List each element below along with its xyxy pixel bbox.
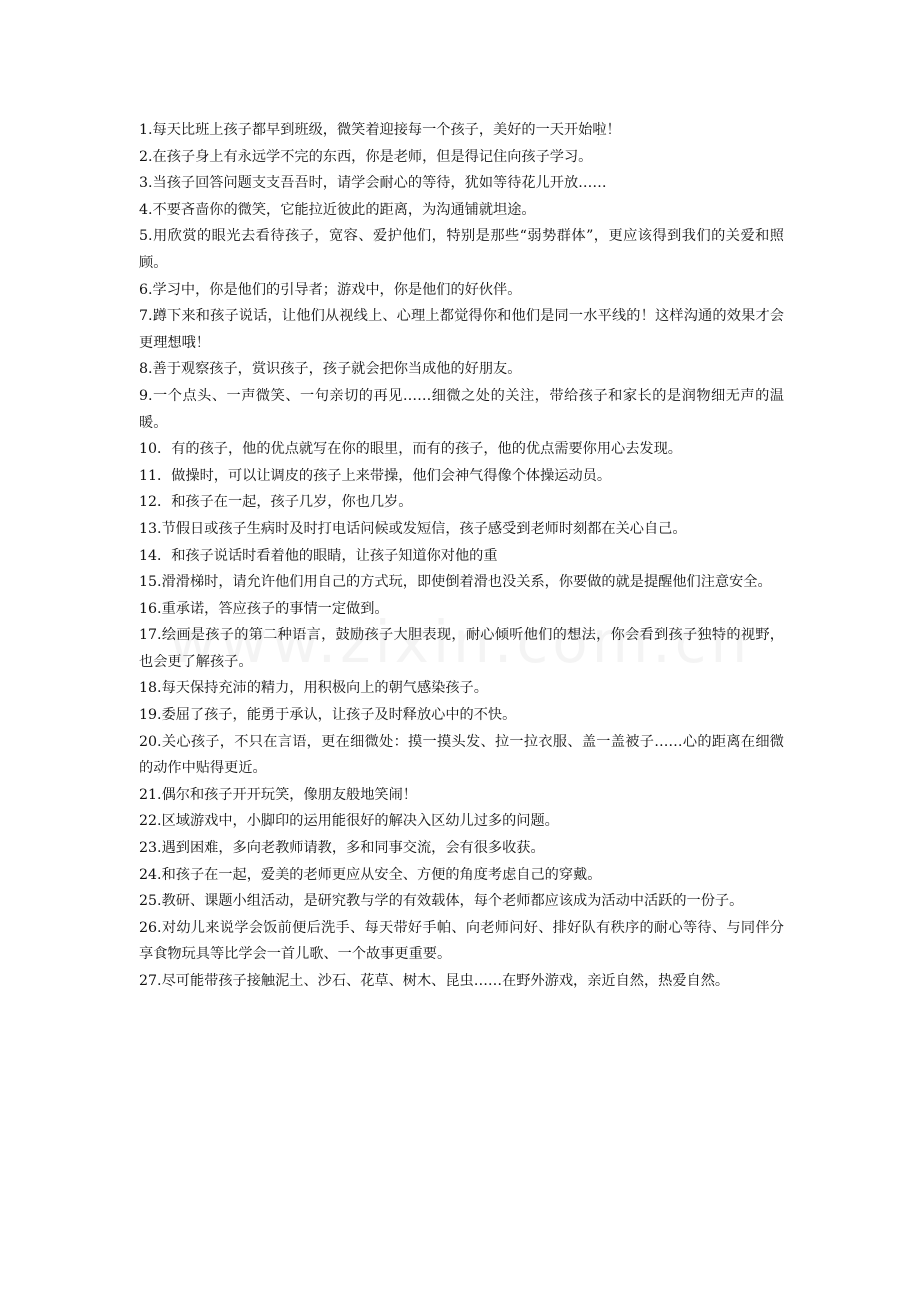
list-item: 16.重承诺，答应孩子的事情一定做到。 (139, 600, 389, 617)
list-item: 11．做操时，可以让调皮的孩子上来带操，他们会神气得像个体操运动员。 (139, 467, 612, 484)
list-item: 5.用欣赏的眼光去看待孩子，宽容、爱护他们，特别是那些“弱势群体”，更应该得到我们的关爱和照顾。 (139, 228, 784, 271)
list-item: 21.偶尔和孩子开开玩笑，像朋友般地笑闹！ (139, 786, 417, 803)
list-item: 7.蹲下来和孩子说话，让他们从视线上、心理上都觉得你和他们是同一水平线的！这样沟通的效果才会更理想哦！ (139, 308, 784, 351)
list-item: 12．和孩子在一起，孩子几岁，你也几岁。 (139, 494, 413, 511)
list-item: 18.每天保持充沛的精力，用积极向上的朝气感染孩子。 (139, 680, 488, 697)
list-item: 20.关心孩子，不只在言语，更在细微处：摸一摸头发、拉一拉衣服、盖一盖被子……心的距离在细微的动作中贴得更近。 (139, 733, 784, 777)
tips-list (139, 117, 784, 995)
list-item: 1.每天比班上孩子都早到班级，微笑着迎接每一个孩子，美好的一天开始啦！ (139, 122, 621, 138)
list-item: 2.在孩子身上有永远学不完的东西，你是老师，但是得记住向孩子学习。 (139, 148, 593, 165)
list-item: 24.和孩子在一起，爱美的老师更应从安全、方便的角度考虑自己的穿戴。 (139, 866, 602, 883)
list-item: 22.区域游戏中，小脚印的运用能很好的解决入区幼儿过多的问题。 (139, 813, 559, 830)
list-item: 10．有的孩子，他的优点就写在你的眼里，而有的孩子，他的优点需要你用心去发现。 (139, 441, 682, 458)
list-item: 14．和孩子说话时看着他的眼睛，让孩子知道你对他的重 (139, 547, 498, 564)
list-item: 15.滑滑梯时，请允许他们用自己的方式玩，即使倒着滑也没关系，你要做的就是提醒他们注意安全。 (139, 574, 772, 591)
list-item: 4.不要吝啬你的微笑，它能拉近彼此的距离，为沟通铺就坦途。 (139, 201, 536, 218)
list-item: 13.节假日或孩子生病时及时打电话问候或发短信，孩子感受到老师时刻都在关心自己。 (139, 520, 687, 537)
list-item: 23.遇到困难，多向老教师请教，多和同事交流，会有很多收获。 (139, 840, 545, 857)
list-item: 27.尽可能带孩子接触泥土、沙石、花草、树木、昆虫……在野外游戏，亲近自然，热爱自然。 (139, 973, 730, 989)
list-item: 26.对幼儿来说学会饭前便后洗手、每天带好手帕、向老师问好、排好队有秩序的耐心等待、与同伴分享食物玩具等比学会一首儿歌、一个故事更重要。 (139, 919, 784, 963)
list-item: 17.绘画是孩子的第二种语言，鼓励孩子大胆表现，耐心倾听他们的想法，你会看到孩子独特的视野，也会更了解孩子。 (139, 627, 784, 670)
list-item: 9.一个点头、一声微笑、一句亲切的再见……细微之处的关注，带给孩子和家长的是润物细无声的温暖。 (139, 387, 784, 431)
list-item: 8.善于观察孩子，赏识孩子，孩子就会把你当成他的好朋友。 (139, 361, 522, 378)
list-item: 6.学习中，你是他们的引导者；游戏中，你是他们的好伙伴。 (139, 281, 522, 298)
list-item: 25.教研、课题小组活动，是研究教与学的有效载体，每个老师都应该成为活动中活跃的一份子。 (139, 893, 744, 910)
list-item: 19.委屈了孩子，能勇于承认，让孩子及时释放心中的不快。 (139, 707, 517, 724)
list-item: 3.当孩子回答问题支支吾吾时，请学会耐心的等待，犹如等待花儿开放…… (139, 175, 607, 192)
